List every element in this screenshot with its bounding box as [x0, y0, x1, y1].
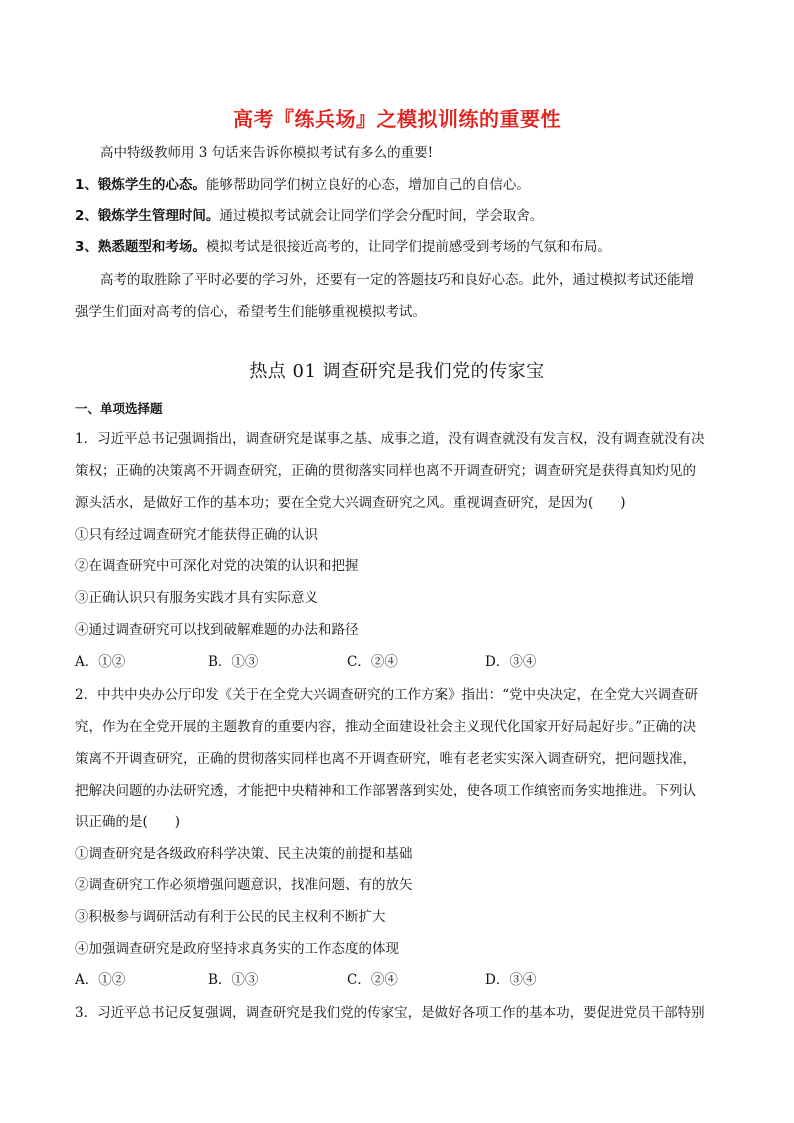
intro-point-3-text: 模拟考试是很接近高考的，让同学们提前感受到考场的气氛和布局。 [205, 239, 611, 255]
q1-option-d[interactable]: D．③④ [485, 654, 537, 670]
intro-point-1 [75, 176, 725, 194]
q2-item-1: ①调查研究是各级政府科学决策、民主决策的前提和基础 [75, 846, 413, 862]
q2-stem-line-3: 策离不开调查研究，正确的贯彻落实同样也离不开调查研究，唯有老老实实深入调查研究，把问题找准， [75, 751, 696, 767]
q3-stem-line-1: 3．习近平总书记反复强调，调查研究是我们党的传家宝，是做好各项工作的基本功，要促进党员干部特别 [75, 1005, 705, 1021]
q2-stem-line-2: 究，作为在全党开展的主题教育的重要内容，推动全面建设社会主义现代化国家开好局起好步。”正确的决 [75, 719, 697, 735]
intro-point-3 [75, 238, 725, 256]
section-title: 一、单项选择题 [75, 401, 163, 416]
q2-option-b[interactable]: B．①③ [208, 972, 259, 988]
q1-item-2: ②在调查研究中可深化对党的决策的认识和把握 [75, 558, 359, 574]
page-title: 高考『练兵场』之模拟训练的重要性 [233, 107, 561, 131]
intro-point-2 [75, 207, 725, 225]
q2-item-2: ②调查研究工作必须增强问题意识，找准问题、有的放矢 [75, 877, 413, 893]
q1-stem-line-3: 源头活水，是做好工作的基本功；要在全党大兴调查研究之风。重视调查研究，是因为( ) [75, 495, 626, 511]
q2-option-d[interactable]: D．③④ [485, 972, 537, 988]
q2-stem-line-4: 把解决问题的办法研究透，才能把中央精神和工作部署落到实处，使各项工作缜密而务实地推进。下列认 [75, 783, 696, 799]
intro-closing-line-2: 强学生们面对高考的信心，希望考生们能够重视模拟考试。 [75, 304, 426, 320]
q1-option-b[interactable]: B．①③ [208, 654, 259, 670]
q1-option-c[interactable]: C．②④ [347, 654, 398, 670]
q2-option-a[interactable]: A．①② [75, 972, 126, 988]
intro-point-1-label: 1、锻炼学生的心态。 [75, 177, 206, 193]
intro-point-1-text: 能够帮助同学们树立良好的心态，增加自己的自信心。 [205, 177, 530, 193]
q1-item-1: ①只有经过调查研究才能获得正确的认识 [75, 527, 318, 543]
q1-item-4: ④通过调查研究可以找到破解难题的办法和路径 [75, 622, 359, 638]
q1-option-a[interactable]: A．①② [75, 654, 126, 670]
hotspot-title: 热点 01 调查研究是我们党的传家宝 [249, 361, 545, 382]
q2-item-4: ④加强调查研究是政府坚持求真务实的工作态度的体现 [75, 941, 399, 957]
q2-stem-line-1: 2．中共中央办公厅印发《关于在全党大兴调查研究的工作方案》指出：“党中央决定，在全党大兴调查研 [75, 687, 698, 703]
q1-stem-line-2: 策权；正确的决策离不开调查研究，正确的贯彻落实同样也离不开调查研究；调查研究是获得真知灼见的 [75, 463, 696, 479]
intro-closing-line-1: 高考的取胜除了平时必要的学习外，还要有一定的答题技巧和良好心态。此外，通过模拟考试还能增 [100, 272, 694, 288]
intro-point-2-label: 2、锻炼学生管理时间。 [75, 208, 220, 224]
q2-stem-line-5: 识正确的是( ) [75, 814, 181, 830]
q2-option-c[interactable]: C．②④ [347, 972, 398, 988]
q1-stem-line-1: 1．习近平总书记强调指出，调查研究是谋事之基、成事之道，没有调查就没有发言权，没有调查就没有决 [75, 431, 705, 447]
intro-point-2-text: 通过模拟考试就会让同学们学会分配时间，学会取舍。 [219, 208, 544, 224]
q2-item-3: ③积极参与调研活动有利于公民的民主权利不断扩大 [75, 909, 386, 925]
q1-item-3: ③正确认识只有服务实践才具有实际意义 [75, 590, 318, 606]
intro-point-3-label: 3、熟悉题型和考场。 [75, 239, 206, 255]
intro-lead: 高中特级教师用 3 句话来告诉你模拟考试有多么的重要! [100, 145, 434, 161]
